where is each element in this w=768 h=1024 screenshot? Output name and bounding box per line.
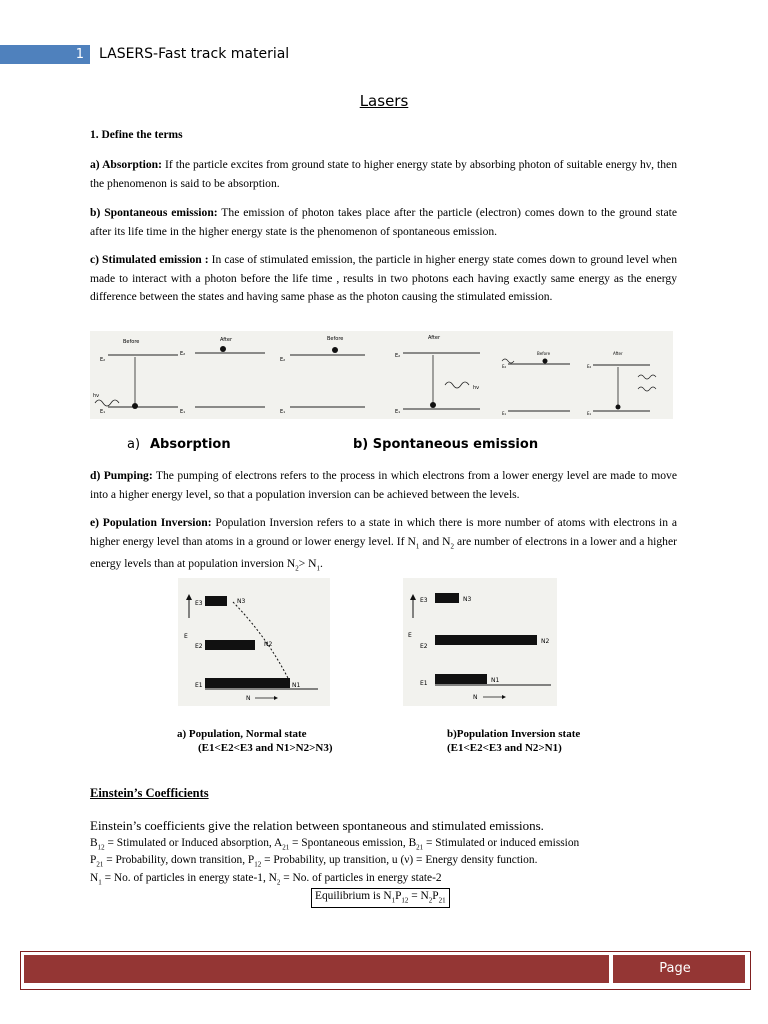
population-text-4: > N (298, 557, 317, 571)
absorption-text: If the particle excites from ground state to higher energy state by absorbing photon of suitable energy hν, then the phenomenon is said to be absorption. (90, 158, 677, 190)
e3-c: = No. of particles in energy state-2 (280, 872, 442, 884)
e2-c: = Probability, up transition, u (ν) = Energy density function. (261, 854, 538, 866)
stimulated-before-panel (502, 351, 570, 416)
population-inversion-definition (90, 514, 677, 578)
eq-d-sub: 21 (438, 896, 446, 905)
eq-b-sub: 12 (401, 896, 409, 905)
spontaneous-term: b) Spontaneous emission: (90, 206, 218, 219)
e2-a: P (90, 854, 97, 866)
e1-b: = Stimulated or Induced absorption, A (104, 837, 283, 849)
fig1-after-label-1: After (220, 337, 233, 343)
fig1-caption-spontaneous: b) Spontaneous emission (353, 437, 539, 452)
population-term: e) Population Inversion: (90, 516, 212, 529)
e1-d: = Stimulated or induced emission (423, 837, 580, 849)
fig2-e-axis: E (184, 633, 188, 640)
fig1-hv-label-1: hν (93, 393, 99, 399)
fig1-caption-absorption: Absorption (150, 437, 231, 452)
fig2-caption-line2: (E1<E2<E3 and N1>N2>N3) (198, 742, 333, 754)
eq-a: Equilibrium is N (315, 890, 392, 902)
e1-c-sub: 21 (416, 843, 424, 852)
spontaneous-text: The emission of photon takes place after the particle (electron) comes down to the ground state after its life time in the higher energy state is the phenomenon of spontaneous emission. (90, 206, 677, 238)
population-text-3: are number of electrons in a lower and a higher energy levels than at population inversion N (90, 534, 677, 571)
stimulated-definition (90, 251, 677, 307)
fig2-caption-line1: a) Population, Normal state (177, 728, 307, 740)
fig1-e2-label-6: E₂ (587, 364, 592, 369)
fig3-n1-label: N1 (491, 677, 500, 684)
pumping-term: d) Pumping: (90, 469, 153, 482)
absorption-definition (90, 156, 677, 193)
fig1-e1-label-1: E₁ (100, 409, 106, 415)
equilibrium-equation (311, 888, 450, 908)
normal-population-diagram (178, 578, 330, 706)
fig3-e3-label: E3 (420, 597, 428, 604)
stimulated-text: In case of stimulated emission, the particle in higher energy state comes down to ground level when made to interact with a photon before the life time , results in two photons each having exactly same energy as the energy difference between the states and having same phase as the photon causing the stimulated emission. (90, 253, 677, 303)
fig3-e2-label: E2 (420, 643, 428, 650)
fig1-hv-label-2: hν (473, 385, 479, 391)
fig1-e1-label-4: E₁ (395, 409, 401, 415)
fig1-e1-label-3: E₁ (280, 409, 286, 415)
fig1-before-label-1: Before (123, 339, 140, 345)
population-sub-3: 2 (295, 564, 299, 573)
e1-a-sub: 12 (97, 843, 105, 852)
document-title: Lasers (359, 92, 409, 110)
fig3-n3-label: N3 (463, 596, 472, 603)
pumping-text: The pumping of electrons refers to the process in which electrons from a lower energy level are made to move into a higher energy level, so that a population inversion can be achieved between the levels. (90, 469, 677, 501)
footer-bar (24, 955, 609, 983)
einstein-heading: Einstein’s Coefficients (90, 786, 209, 800)
eq-a-sub: 1 (391, 896, 396, 905)
fig2-n2-label: N2 (264, 641, 273, 648)
spontaneous-definition (90, 204, 677, 241)
fig2-e2-label: E2 (195, 643, 203, 650)
e2-a-sub: 21 (96, 860, 104, 869)
section-heading: 1. Define the terms (90, 129, 183, 141)
fig2-e3-label: E3 (195, 600, 203, 607)
fig1-e2-label-4: E₂ (395, 353, 401, 359)
e2-b: = Probability, down transition, P (103, 854, 255, 866)
einstein-intro: Einstein’s coefficients give the relation between spontaneous and stimulated emissions. (90, 818, 544, 833)
fig3-caption-line2: (E1<E2<E3 and N2>N1) (447, 742, 562, 754)
fig2-n1-label: N1 (292, 682, 301, 689)
header-page-number: 1 (75, 47, 84, 62)
stimulated-after-panel (587, 351, 656, 416)
eq-c-sub: 2 (428, 896, 433, 905)
e3-a: N (90, 872, 99, 884)
fig1-before-label-2: Before (327, 336, 344, 342)
spontaneous-before-panel (280, 336, 365, 415)
population-text-1: Population Inversion refers to a state in which there is more number of atoms with electrons in a higher energy level than atoms in a ground or lower energy level. If N (90, 516, 678, 548)
fig3-n2-label: N2 (541, 638, 550, 645)
pumping-definition (90, 467, 677, 504)
e3-b: = No. of particles in energy state-1, N (101, 872, 277, 884)
fig1-caption-a-letter: a) (127, 437, 141, 452)
fig1-e1-label-5: E₁ (502, 411, 507, 416)
fig3-caption-line1: b)Population Inversion state (447, 728, 581, 740)
fig3-n-axis: N (473, 694, 478, 701)
transition-diagrams-figure (90, 331, 673, 419)
e1-b-sub: 21 (282, 843, 290, 852)
population-text-5: . (320, 557, 323, 571)
absorption-term: a) Absorption: (90, 158, 162, 171)
fig3-e1-label: E1 (420, 680, 428, 687)
e1-a: B (90, 837, 98, 849)
population-text-2: and N (419, 534, 451, 548)
e3-a-sub: 1 (98, 878, 102, 887)
fig1-after-label-2: After (428, 335, 441, 341)
fig1-e1-label-2: E₁ (180, 409, 186, 415)
fig1-after-label-3: After (613, 351, 623, 356)
population-sub-1: 1 (415, 541, 420, 550)
fig1-e2-label-3: E₂ (280, 357, 286, 363)
e2-b-sub: 12 (254, 860, 262, 869)
fig2-n-axis: N (246, 695, 251, 702)
footer-page-label: Page (659, 961, 691, 976)
spontaneous-after-panel (395, 335, 480, 415)
e1-c: = Spontaneous emission, B (289, 837, 417, 849)
fig1-before-label-3: Before (537, 351, 551, 356)
fig2-n3-label: N3 (237, 598, 246, 605)
header-title: LASERS-Fast track material (99, 46, 290, 62)
population-sub-2: 2 (450, 541, 454, 550)
population-sub-4: 1 (316, 564, 321, 573)
eq-c: = N (408, 890, 429, 902)
fig1-e2-label-1: E₂ (100, 357, 106, 363)
fig2-e1-label: E1 (195, 682, 203, 689)
absorption-after-panel (180, 337, 265, 415)
stimulated-term: c) Stimulated emission : (90, 253, 209, 266)
population-inversion-diagram (403, 578, 557, 706)
e3-b-sub: 2 (276, 878, 281, 887)
absorption-before-panel (93, 339, 178, 415)
eq-d: P (432, 890, 439, 902)
fig1-e1-label-6: E₁ (587, 411, 592, 416)
fig1-e2-label-5: E₂ (502, 364, 507, 369)
eq-b: P (395, 890, 402, 902)
einstein-line-2 (90, 853, 537, 872)
fig1-e2-label-2: E₂ (180, 351, 186, 357)
fig3-e-axis: E (408, 632, 412, 639)
